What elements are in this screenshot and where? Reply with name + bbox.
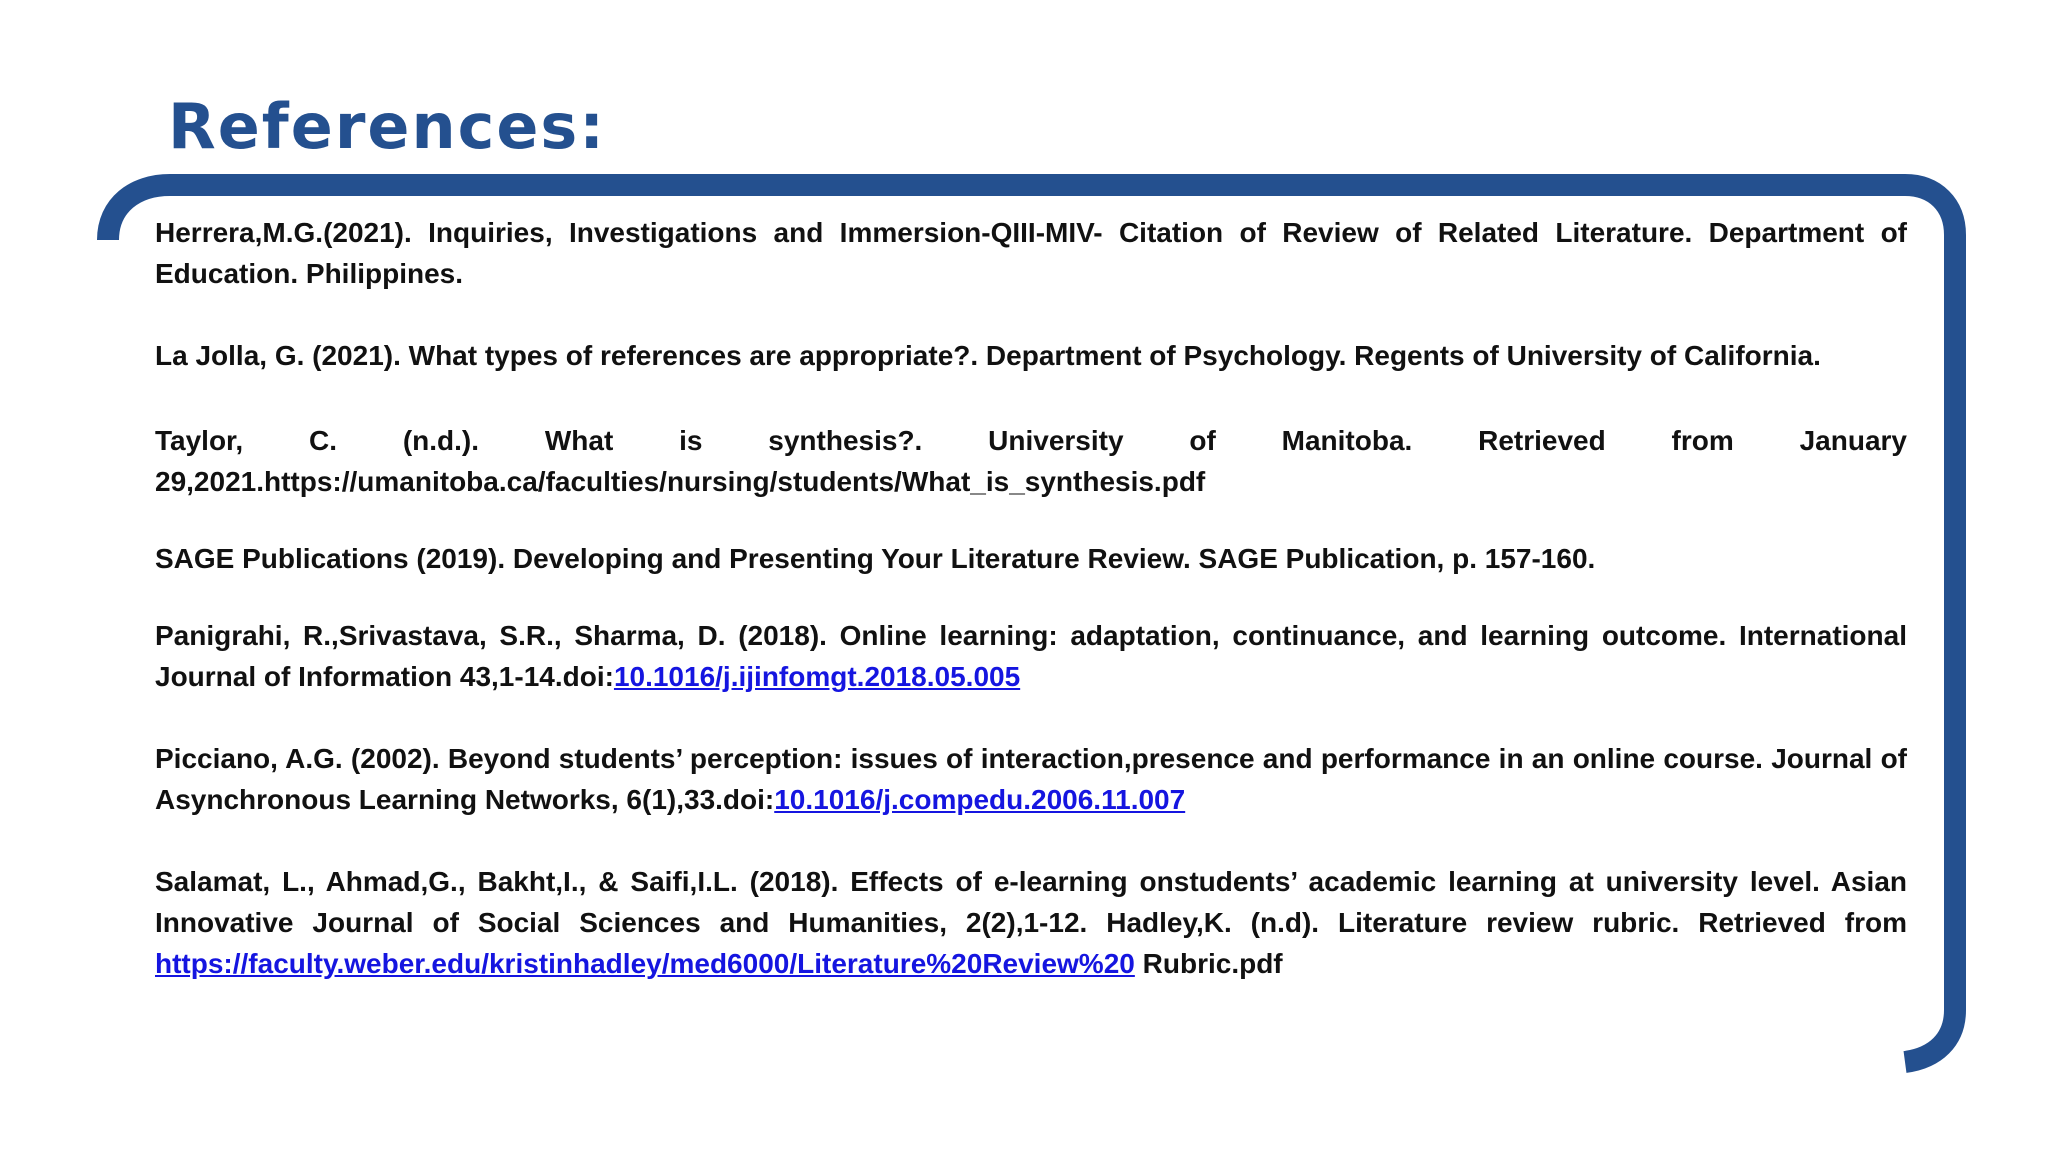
reference-item (155, 861, 1907, 984)
reference-text: Herrera,M.G.(2021). Inquiries, Investigations and Immersion-QIII-MIV- Citation of Review of Related Literature. Department of Education. Philippines. (155, 217, 1907, 289)
reference-item (155, 420, 1907, 502)
reference-item (155, 538, 1907, 579)
doi-link[interactable]: 10.1016/j.ijinfomgt.2018.05.005 (613, 661, 1021, 692)
reference-text: SAGE Publications (2019). Developing and Presenting Your Literature Review. SAGE Publication, p. 157-160. (155, 543, 1596, 574)
reference-text: Picciano, A.G. (2002). Beyond students’ perception: issues of interaction,presence and performance in an online course. Journal of Asynchronous Learning Networks, 6(1),33.doi: (155, 743, 1907, 815)
reference-suffix: Rubric.pdf (1134, 948, 1283, 979)
reference-text: Salamat, L., Ahmad,G., Bakht,I., & Saifi,I.L. (2018). Effects of e-learning onstudents’ academic learning at university level. Asian Innovative Journal of Social Sciences and Humanities, 2(2),1-12. Hadley,K. (n.d). Literature review rubric. Retrieved from (155, 866, 1907, 938)
references-list (155, 212, 1907, 984)
reference-item (155, 335, 1907, 376)
reference-item (155, 615, 1907, 697)
doi-link[interactable]: 10.1016/j.compedu.2006.11.007 (774, 784, 1186, 815)
reference-text: Panigrahi, R.,Srivastava, S.R., Sharma, D. (2018). Online learning: adaptation, continuance, and learning outcome. International Journal of Information 43,1-14.doi: (155, 620, 1907, 692)
reference-item (155, 212, 1907, 294)
reference-text: Taylor, C. (n.d.). What is synthesis?. University of Manitoba. Retrieved from January 29,2021.https://umanitoba.ca/faculties/nursing/students/What_is_synthesis.pdf (155, 425, 1907, 497)
reference-text: La Jolla, G. (2021). What types of references are appropriate?. Department of Psychology. Regents of University of California. (155, 340, 1821, 371)
url-link[interactable]: https://faculty.weber.edu/kristinhadley/med6000/Literature%20Review%20 (155, 948, 1135, 979)
reference-item (155, 738, 1907, 820)
page-title: References: (168, 90, 607, 163)
